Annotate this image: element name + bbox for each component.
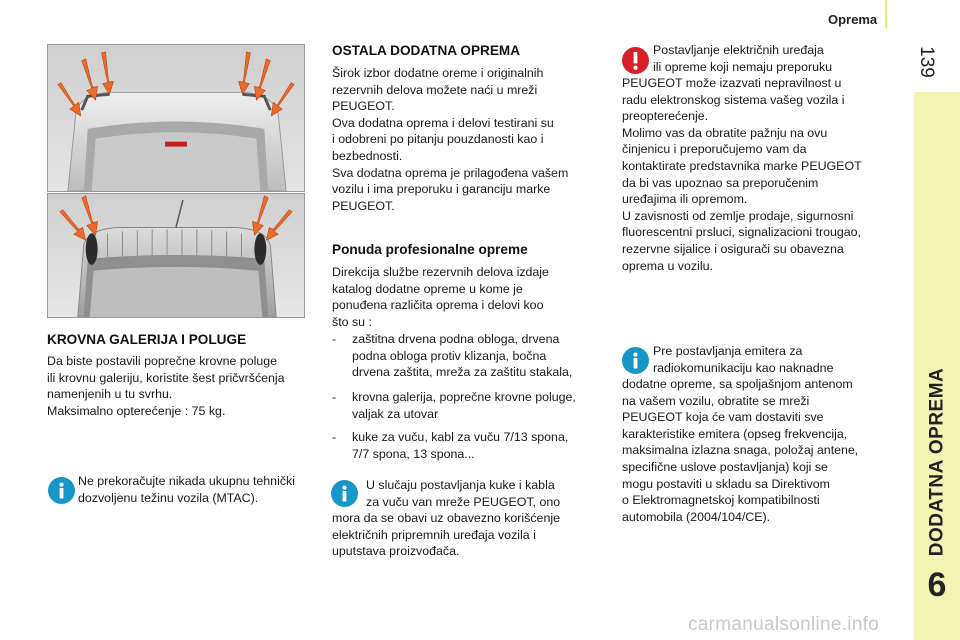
warning-text-first: Postavljanje električnih uređaja ili opreme koji nemaju preporuku — [653, 43, 833, 74]
chapter-label: DODATNA OPREMA — [926, 367, 947, 557]
chapter-number: 6 — [927, 565, 947, 604]
emitter-text-first: Pre postavljanja emitera za radiokomunikaciju kao naknadne — [653, 344, 834, 375]
info-icon — [331, 480, 358, 507]
towbar-note-rest: mora da se obavi uz obavezno korišćenje električnih pripremnih uređaja vozila i uputstava proizvođača. — [332, 511, 560, 559]
towbar-note-first: U slučaju postavljanja kuke i kabla za vuču van mreže PEUGEOT, ono — [366, 478, 561, 509]
emitter-text-rest: dodatne opreme, sa spoljašnjom antenom na vašem vozilu, obratite se mreži PEUGEOT koja će vam dostaviti sve karakteristike emitera (opseg frekvencija, maksimalna izlazna snaga, položaj antene, specifične uslove postavljanja) koji se mogu postaviti u skladu sa Direktivom o Elektromagnetskoj kompatibilnosti automobila (2004/104/CE). — [622, 377, 859, 524]
info-icon — [622, 347, 649, 374]
warning-icon — [622, 47, 649, 74]
section-title: Oprema — [828, 12, 878, 27]
other-equipment-heading: OSTALA DODATNA OPREMA — [332, 43, 521, 58]
roof-section-heading: KROVNA GALERIJA I POLUGE — [47, 332, 247, 347]
list-item: - krovna galerija, poprečne krovne poluge, valjak za utovar — [332, 390, 576, 421]
list-item: - kuke za vuču, kabl za vuču 7/13 spona, 7/7 spona, 13 spona... — [332, 430, 569, 461]
professional-offer-heading: Ponuda profesionalne opreme — [332, 242, 528, 257]
roof-weight-note: Ne prekoračujte nikada ukupnu tehnički dozvoljenu težinu vozila (MTAC). — [78, 474, 295, 505]
watermark: carmanualsonline.info — [688, 614, 880, 635]
professional-offer-intro: Direkcija službe rezervnih delova izdaje katalog dodatne opreme u kome je ponuđena različita oprema i delovi koo što su : — [332, 265, 549, 329]
info-icon — [48, 477, 75, 504]
other-equipment-body: Širok izbor dodatne oreme i originalnih rezervnih delova možete naći u mreži PEUGEOT. Ova dodatna oprema i delovi testirani su i odobreni po pitanju pouzdanosti kao i bezbednosti. Sva dodatna oprema je prilagođena vašem vozilu i ima preporuku i garanciju marke PEUGEOT. — [332, 66, 569, 213]
header-divider — [885, 0, 887, 28]
page-number: 139 — [915, 46, 937, 78]
roof-section-body: Da biste postavili poprečne krovne poluge ili krovnu galeriju, koristite šest pričvršćenja namenjenih u tu svrhu. Maksimalno opterećenje : 75 kg. — [47, 354, 285, 418]
roof-mounting-photo-top — [47, 44, 305, 192]
roof-mounting-photo-bottom — [47, 193, 305, 318]
list-item: - zaštitna drvena podna obloga, drvena podna obloga protiv klizanja, bočna drvena zaštita, mreža za zaštitu stakala, — [332, 332, 573, 380]
warning-text-rest: PEUGEOT može izazvati nepravilnost u radu elektronskog sistema vašeg vozila i preopterećenje. Molimo vas da obratite pažnju na ovu činjenicu i preporučujemo vam da kontaktirate predstavnika marke PEUGEOT da bi vas upoznao sa preporučenim uređajima ili opremom. U zavisnosti od zemlje prodaje, sigurnosni fluorescentni prsluci, signalizacioni trougao, rezervne sijalice i osigurači su obavezna oprema u vozilu. — [622, 76, 862, 273]
